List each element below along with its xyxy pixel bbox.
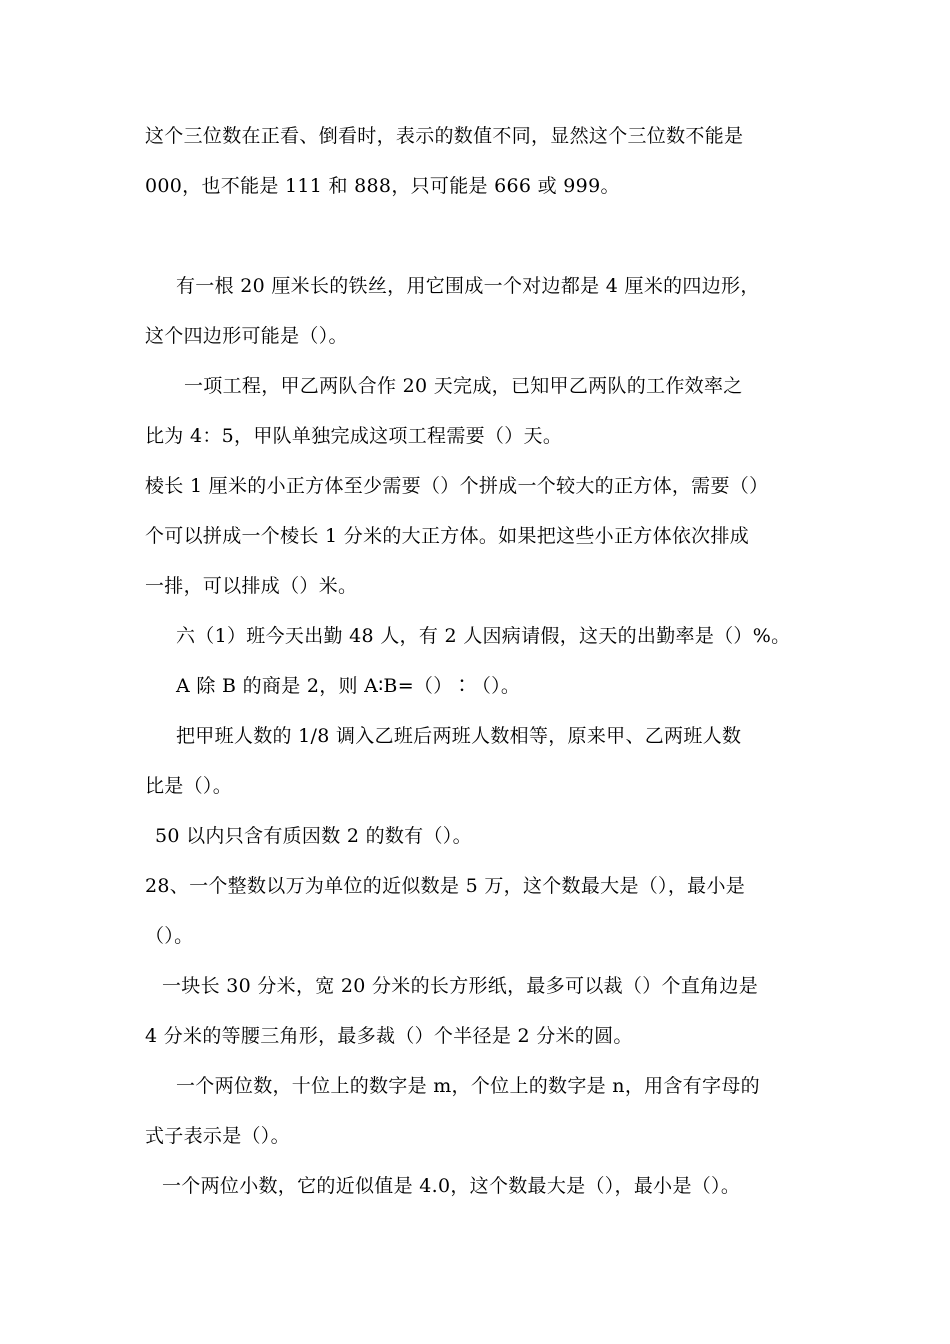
text-line: 这个三位数在正看、倒看时，表示的数值不同，显然这个三位数不能是 — [145, 125, 744, 147]
text-line: 棱长 1 厘米的小正方体至少需要（）个拼成一个较大的正方体，需要（） — [145, 475, 769, 497]
text-line: 六（1）班今天出勤 48 人，有 2 人因病请假，这天的出勤率是（）%。 — [176, 625, 791, 647]
text-line: 式子表示是（）。 — [145, 1125, 290, 1147]
text-line: 一个两位小数，它的近似值是 4.0，这个数最大是（），最小是（）。 — [162, 1175, 741, 1197]
text-line: A 除 B 的商是 2，则 A∶B=（）∶（）。 — [176, 675, 521, 697]
text-line: 把甲班人数的 1/8 调入乙班后两班人数相等，原来甲、乙两班人数 — [176, 725, 742, 747]
text-line: 一块长 30 分米，宽 20 分米的长方形纸，最多可以裁（）个直角边是 — [162, 975, 759, 997]
text-line: 比是（）。 — [145, 775, 233, 797]
text-line: 一排，可以排成（）米。 — [145, 575, 358, 597]
text-line: 有一根 20 厘米长的铁丝，用它围成一个对边都是 4 厘米的四边形， — [176, 275, 760, 297]
text-line: 28、一个整数以万为单位的近似数是 5 万，这个数最大是（），最小是 — [145, 875, 746, 897]
text-line: （）。 — [145, 925, 194, 947]
text-line: 一项工程，甲乙两队合作 20 天完成，已知甲乙两队的工作效率之 — [184, 375, 743, 397]
text-line: 个可以拼成一个棱长 1 分米的大正方体。如果把这些小正方体依次排成 — [145, 525, 750, 547]
text-line: 比为 4：5，甲队单独完成这项工程需要（）天。 — [145, 425, 563, 447]
text-line: 这个四边形可能是（）。 — [145, 325, 348, 347]
text-line: 一个两位数，十位上的数字是 m，个位上的数字是 n，用含有字母的 — [176, 1075, 760, 1097]
text-line: 4 分米的等腰三角形，最多裁（）个半径是 2 分米的圆。 — [145, 1025, 633, 1047]
text-line: 000，也不能是 111 和 888，只可能是 666 或 999。 — [145, 175, 620, 197]
text-line: 50 以内只含有质因数 2 的数有（）。 — [155, 825, 472, 847]
